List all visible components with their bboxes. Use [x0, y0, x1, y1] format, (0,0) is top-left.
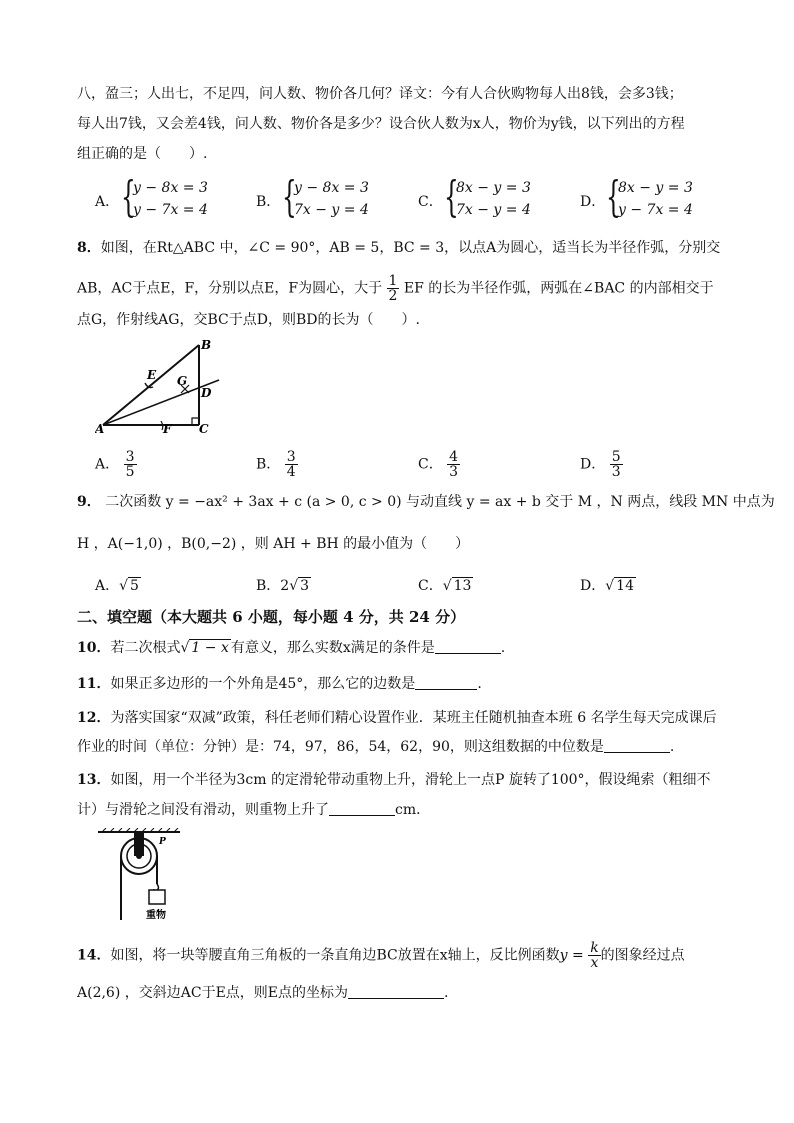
q9-option-d[interactable]: D．√ 14	[580, 578, 634, 594]
section-title: 二、填空题（本大题共 6 小题，每小题 4 分，共 24 分）	[77, 608, 466, 626]
triangle-figure	[95, 335, 225, 435]
answer-blank[interactable]	[604, 738, 670, 753]
fraction: $\frac{k}{x}$	[590, 940, 599, 971]
fraction: $\frac{1}{2}$	[388, 273, 398, 304]
q11: 11．如果正多边形的一个外角是45°，那么它的边数是 .	[77, 676, 482, 692]
q8-option-d[interactable]: D． $\frac{5}{3}$	[580, 449, 621, 480]
label-g: G	[177, 374, 188, 388]
label-d: D	[201, 386, 212, 400]
q13-line-2: 计）与滑轮之间没有滑动，则重物上升了 cm．	[77, 802, 431, 818]
label-a: A	[95, 422, 105, 435]
q7-line-2: 每人出7钱，又会差4钱，问人数、物价各是多少？设合伙人数为x人，物价为y钱，以下列出的方程	[77, 116, 685, 132]
weight-label: 重物	[146, 910, 166, 921]
question-number: 9．	[77, 494, 101, 510]
q8-option-b[interactable]: B． $\frac{3}{4}$	[256, 449, 296, 480]
q8-option-c[interactable]: C． $\frac{4}{3}$	[418, 449, 459, 480]
q14-line-1: 14．如图，将一块等腰直角三角板的一条直角边BC放置在x轴上，反比例函数y = $\frac{k}{x}$ 的图象经过点	[77, 940, 685, 971]
q9-option-b[interactable]: B．2√ 3	[256, 578, 310, 594]
q8-line-2: AB，AC于点E，F，分别以点E，F为圆心，大于 $\frac{1}{2}$ EF 的长为半径作弧，两弧在∠BAC 的内部相交于	[77, 273, 714, 304]
q8-option-a[interactable]: A． $\frac{3}{5}$	[95, 449, 135, 480]
pulley-figure	[96, 828, 186, 923]
q8-line-1: 8．如图，在Rt△ABC 中，∠C = 90°，AB = 5，BC = 3，以点A为圆心，适当长为半径作弧，分别交	[77, 240, 721, 256]
q12-line-1: 12．为落实国家“双减”政策，科任老师们精心设置作业．某班主任随机抽查本班 6 名学生每天完成课后	[77, 710, 717, 726]
answer-blank[interactable]	[435, 639, 501, 654]
brace-icon: {	[444, 172, 459, 221]
question-number: 8．	[77, 240, 101, 256]
q7-line-1: 八，盈三；人出七，不足四，问人数、物价各几何？译文：今有人合伙购物每人出8钱，会多3钱；	[77, 86, 683, 102]
q9-option-c[interactable]: C．√ 13	[418, 578, 472, 594]
q7-option-b[interactable]: B． { y − 8x = 3 7x − y = 4	[256, 172, 369, 221]
answer-blank[interactable]	[329, 801, 395, 816]
label-b: B	[201, 338, 212, 352]
answer-blank[interactable]	[348, 984, 444, 999]
q7-line-3: 组正确的是（ ）.	[77, 146, 208, 162]
q9-option-a[interactable]: A．√ 5	[95, 578, 139, 594]
brace-icon: {	[282, 172, 297, 221]
brace-icon: {	[606, 172, 621, 221]
q9-line-2: H ，A(−1,0) ，B(0,−2) ，则 AH + BH 的最小值为（ ）	[77, 536, 470, 552]
q9-line-1: 9． 二次函数 y = −ax² + 3ax + c (a > 0, c > 0) 与动直线 y = ax + b 交于 M ，N 两点，线段 MN 中点为	[77, 494, 775, 510]
q10: 10．若二次根式√ 1 − x 有意义，那么实数x满足的条件是 .	[77, 640, 506, 656]
q14-line-2: A(2,6) ，交斜边AC于E点，则E点的坐标为 .	[77, 985, 449, 1001]
label-c: C	[199, 422, 209, 435]
q13-line-1: 13．如图，用一个半径为3cm 的定滑轮带动重物上升，滑轮上一点P 旋转了100°，假设绳索（粗细不	[77, 772, 711, 788]
q7-option-d[interactable]: D． { 8x − y = 3 y − 7x = 4	[580, 172, 693, 221]
q7-option-a[interactable]: A． { y − 8x = 3 y − 7x = 4	[95, 172, 208, 221]
label-e: E	[147, 368, 157, 382]
q7-option-c[interactable]: C． { 8x − y = 3 7x − y = 4	[418, 172, 531, 221]
point-p-label: P	[159, 837, 166, 847]
brace-icon: {	[121, 172, 136, 221]
answer-blank[interactable]	[415, 675, 477, 690]
q12-line-2: 作业的时间（单位：分钟）是：74，97，86，54，62，90，则这组数据的中位数是 .	[77, 739, 675, 755]
label-f: F	[163, 422, 172, 435]
q8-line-3: 点G，作射线AG，交BC于点D，则BD的长为（ ）.	[77, 312, 420, 328]
